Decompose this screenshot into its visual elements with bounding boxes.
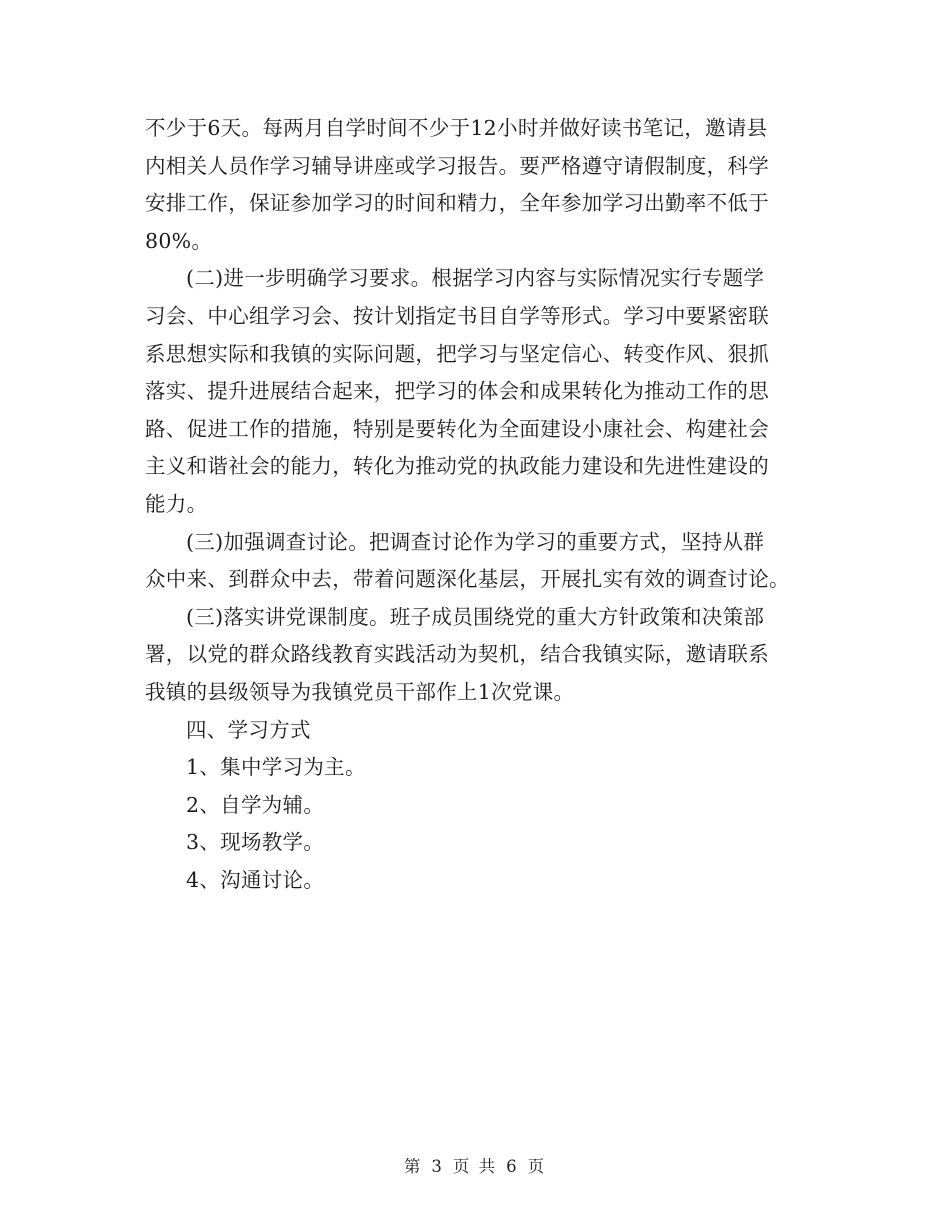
list-item: 4、沟通讨论。 <box>186 867 325 892</box>
paragraph-line: 系思想实际和我镇的实际问题，把学习与坚定信心、转变作风、狠抓 <box>145 341 769 366</box>
footer-page-number: 3 <box>431 1157 444 1176</box>
list-item: 3、现场教学。 <box>186 830 325 855</box>
page-footer <box>0 1153 950 1177</box>
section-heading: 四、学习方式 <box>186 717 311 742</box>
paragraph-line: 能力。 <box>145 491 208 516</box>
footer-total-pages: 6 <box>506 1157 519 1176</box>
paragraph-line: 落实、提升进展结合起来，把学习的体会和成果转化为推动工作的思 <box>145 379 769 404</box>
paragraph-party-lecture <box>145 599 801 712</box>
document-body <box>145 110 801 899</box>
paragraph-line: 习会、中心组学习会、按计划指定书目自学等形式。学习中要紧密联 <box>145 303 769 328</box>
paragraph-line: 众中来、到群众中去，带着问题深化基层，开展扎实有效的调查讨论。 <box>145 567 790 592</box>
paragraph-line: 路、促进工作的措施，特别是要转化为全面建设小康社会、构建社会 <box>145 416 769 441</box>
footer-middle: 页 共 <box>452 1157 498 1176</box>
footer-suffix: 页 <box>527 1157 547 1176</box>
paragraph-line: 安排工作，保证参加学习的时间和精力，全年参加学习出勤率不低于 <box>145 191 769 216</box>
list-item: 1、集中学习为主。 <box>186 755 366 780</box>
paragraph-study-requirements <box>145 260 801 523</box>
paragraph-line: 内相关人员作学习辅导讲座或学习报告。要严格遵守请假制度，科学 <box>145 153 769 178</box>
paragraph-attendance <box>145 110 801 260</box>
paragraph-line: (三)加强调查讨论。把调查讨论作为学习的重要方式，坚持从群 <box>186 529 765 554</box>
footer-prefix: 第 <box>403 1157 423 1176</box>
paragraph-line: 主义和谐社会的能力，转化为推动党的执政能力建设和先进性建设的 <box>145 454 769 479</box>
paragraph-line: 80%。 <box>145 228 213 253</box>
paragraph-investigation <box>145 524 801 599</box>
paragraph-line: (三)落实讲党课制度。班子成员围绕党的重大方针政策和决策部 <box>186 604 765 629</box>
paragraph-line: 署，以党的群众路线教育实践活动为契机，结合我镇实际，邀请联系 <box>145 642 769 667</box>
list-item: 2、自学为辅。 <box>186 792 325 817</box>
paragraph-line: 不少于6天。每两月自学时间不少于12小时并做好读书笔记，邀请县 <box>145 116 768 140</box>
paragraph-line: 我镇的县级领导为我镇党员干部作上1次党课。 <box>145 679 575 704</box>
paragraph-line: (二)进一步明确学习要求。根据学习内容与实际情况实行专题学 <box>186 266 765 291</box>
